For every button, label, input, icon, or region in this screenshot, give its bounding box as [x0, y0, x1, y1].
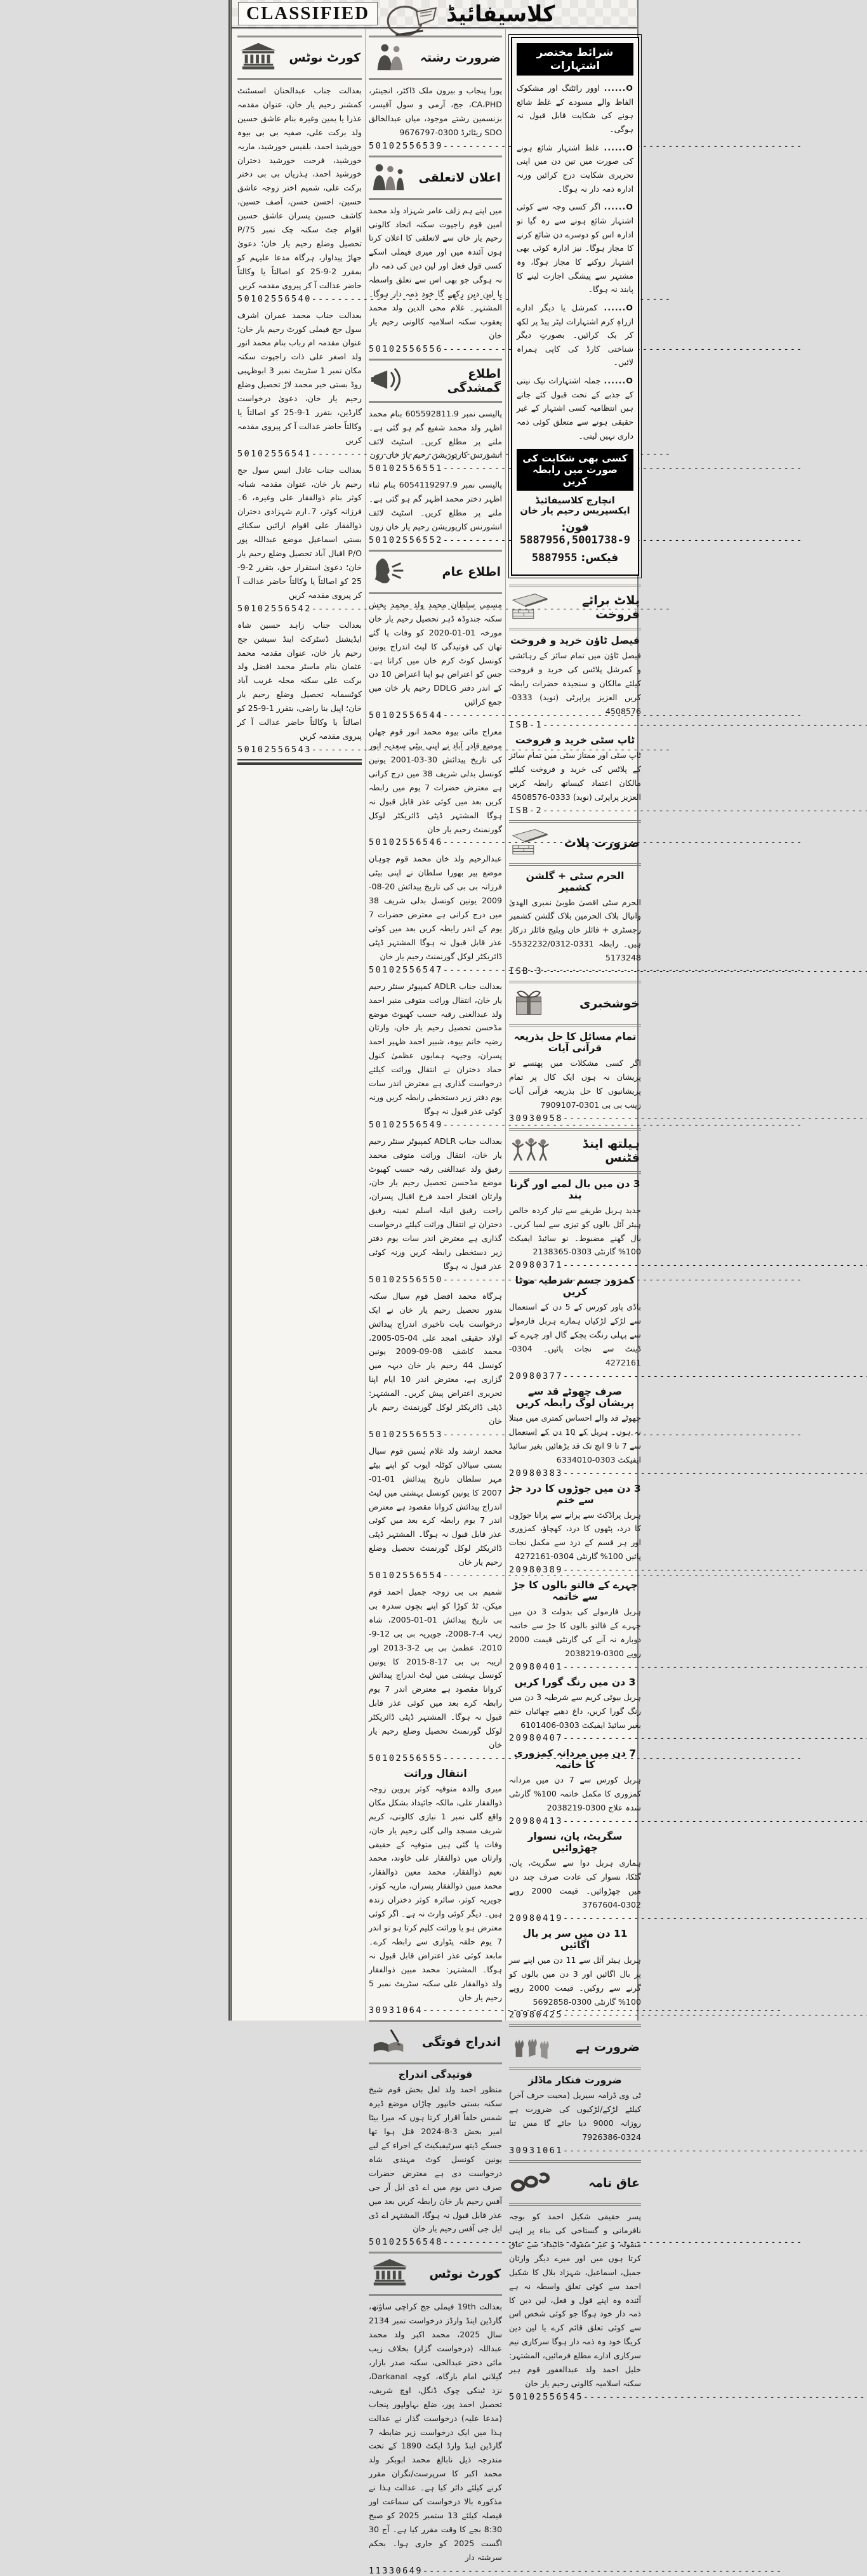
classified-ad-text: چھوٹے قد والے احساس کمتری میں مبتلا نہ ہوں۔ ہربل کے 10 دن کے استعمال سے 7 تا 9 انچ تک قد بڑھائیں بغیر سائیڈ ایفیکٹ 0303-6334010	[509, 1412, 642, 1464]
ad-serial-line	[509, 2146, 641, 2156]
classified-ad-text: پالیسی نمبر 605592811.9 بنام محمد اظہر ولد محمد شفیع گم ہو گئی ہے۔ ملنے پر مطلع کریں۔ اسٹیٹ لائف انشورنس کارپوریشن رحیم یار خان زون	[369, 408, 502, 460]
ad-serial-line	[509, 1468, 641, 1478]
ad-headline: 11 دن میں سر پر بال اگائیں	[522, 1927, 628, 1951]
ad-headline: 7 دن میں مردانہ کمزوری کا خاتمہ	[513, 1748, 637, 1771]
classified-ad-text: بعدالت جناب ADLR کمپیوٹر سنٹر رحیم یار خان، انتقال وراثت متوفی محمد رفیق ولد عبدالغنی رقبہ حسب کھیوٹ موضع مڈحسن تحصیل رحیم یار خان، وارثان افتخار احمد فرخ اقبال پسران، راحت رفیق انیلہ اسلم ثمینہ رفیق دختران نے انتقال وراثت کیلئے درخواست گذاری ہے معترض اندر سات یوم دفتر زیر دستخطی رابطہ کریں ورنہ کوئی عذر قبول نہ ہوگا	[369, 1136, 502, 1271]
hands-icon	[510, 2031, 550, 2064]
fax-line	[517, 552, 633, 564]
classified-ad-text: محمد ارشد ولد غلام یٰسین قوم سیال بستی سیالاں کوٹلہ ایوب کو اپنے بیٹے مہر سلطان تاریخ پیدائش 01-01-2007 کا یونین کونسل بہشتی میں لیٹ اندراج پیدائش کروانا مقصود ہے معترض اندر 7 یوم رابطہ کرے بعد میں کوئی عذر قابل قبول نہ ہوگا۔ المشتہر ڈپٹی ڈائریکٹر لوکل گورنمنٹ تحصیل وضلع رحیم یار خان	[369, 1445, 502, 1567]
dash-fill	[563, 1260, 867, 1270]
classified-incharge-line: انچارج کلاسیفائیڈ ایکسپریس رحیم یار خان	[520, 496, 630, 517]
ad-serial-number: 20980419	[509, 1913, 564, 1923]
bullet-marker-icon: O......	[604, 142, 633, 152]
dash-fill	[563, 1468, 867, 1478]
quill-newspaper-icon	[383, 3, 441, 42]
section-header	[509, 1128, 641, 1174]
dash-fill	[423, 2566, 783, 2576]
ad-serial-line	[369, 837, 502, 847]
section-title: اطلاع عام	[442, 564, 501, 579]
ad-serial-line	[369, 463, 502, 474]
classified-ad-text: ہماری ہربل دوا سے سگریٹ، پان، گٹکا، نسوار کی عادت صرف چند دن میں چھڑوائیں۔ قیمت 2000 روپے 0302-3767604	[509, 1858, 641, 1909]
dash-fill	[563, 1662, 867, 1672]
ad-serial-line	[509, 1260, 641, 1270]
ads-terms-column	[506, 29, 644, 2402]
dash-fill	[543, 966, 867, 976]
ad-headline: فیصل ٹاؤن خرید و فروخت	[510, 635, 640, 647]
terms-bullet	[517, 301, 633, 369]
classified-ad-text: بعدالت جناب زاہد حسین شاہ ایڈیشنل ڈسٹرکٹ اینڈ سیشن جج رحیم یار خان، عنوان مقدمہ محمد عثمان بنام ماسٹر محمد افضل ولد برکت علی سکنہ محلہ غریب آباد کوٹسمابہ تحصیل وضلع رحیم یار خان؛ اپیل بنا راضی، بتقرر 1-9-25 کو اصالتاً یا وکالتاً حاضر عدالت آ کر پیروی مقدمہ کریں	[237, 620, 362, 741]
section-title: اندراج فوتگی	[421, 2035, 501, 2050]
ad-headline: 3 دن میں جوڑوں کا درد جڑ سے ختم	[509, 1482, 641, 1506]
family-icon	[370, 161, 409, 194]
classified-ad-text: پسر حقیقی شکیل احمد کو بوجہ نافرمانی و گستاخی کی بناء پر اپنی منقولہ و غیر منقولہ جائیداد سے عاق کرتا ہوں میں اور میرے دیگر وارثان جمیل، اسماعیل، شہزاد بلال کا شکیل احمد سے کوئی تعلق واسطہ نہ ہے آئندہ وہ اپنے قول و فعل، لین دین کا ذمہ دار خود ہوگا جو کوئی شخص اس سے کوئی تعلق قائم کرے یا لین دین کریگا خود وہ ذمہ دار ہوگا سرکاری نیم سرکاری ادارے مطلع فرمائیں، المشتہر: خلیل احمد ولد عبدالغفور قوم ہیر سکنہ اسلامیہ کالونی رحیم یار خان	[509, 2212, 641, 2388]
ad-serial-number: 30930958	[509, 1113, 564, 1124]
ad-serial-number: 20980383	[509, 1468, 564, 1478]
classified-ad-text: اگر کسی مشکلات میں پھنسے تو پریشان نہ ہوں ایک کال پر تمام پریشانیوں کا حل بذریعہ قرآنی آیات زینب بی بی 0301-7909107	[509, 1058, 641, 1110]
ad-serial-line	[509, 2010, 641, 2020]
ad-serial-number: 50102556539	[369, 140, 443, 151]
ad-serial-number: 20980425	[509, 2010, 564, 2021]
ad-serial-number: 30931061	[509, 2146, 564, 2156]
dash-fill	[563, 1113, 867, 1124]
gift-icon	[510, 987, 550, 1020]
section-title: اعلان لاتعلقی	[418, 170, 501, 185]
ad-serial-line	[369, 535, 502, 545]
classified-ad-text: پورا پنجاب و بیرون ملک ڈاکٹر، انجینئر، CA،PHD، جج، آرمی و سول آفیسر، بزنسمین رشتے موجود، میاں عبدالخالق SDO ریٹائرڈ 0300-9676797	[369, 86, 502, 137]
ad-serial-line	[237, 745, 362, 755]
ad-serial-line	[369, 1275, 502, 1285]
masthead	[232, 0, 637, 29]
ad-serial-line	[369, 710, 502, 720]
classified-ad-text: منظور احمد ولد لعل بخش قوم شیخ سکنہ بستی خانپور چاڑاں موضع ڈیرہ شمس حلفاً اقرار کرتا ہوں کہ میرا بیٹا امیر بخش 3-8-2024 قتل ہوا تھا جسکے ڈیتھ سرٹیفیکیٹ کے اجراء کے لیے یونین کونسل کوٹ مہندی شاہ درخواست دی ہے معترض حضرات صرف دس یوم میں اے ڈی ایل آر جی آفس رحیم یار خان رابطہ کریں بعد میں عذر قابل قبول نہ ہوگا، المشتہر اے ڈی ایل جی آفس رحیم یار خان	[369, 2085, 502, 2234]
classified-ad-text: ہربل کورس سے 7 دن میں مردانہ کمزوری کا مکمل خاتمہ 100% گارنٹی شدہ علاج 0300-2038219	[509, 1775, 641, 1813]
ad-serial-number: ISB-2	[509, 805, 543, 816]
ad-serial-number: 20980401	[509, 1661, 564, 1672]
ad-serial-line	[237, 449, 362, 459]
section-title: کورٹ نوٹس	[289, 51, 361, 65]
ad-headline: تمام مسائل کا حل بذریعہ قرآنی آیات	[513, 1031, 637, 1054]
court-icon	[239, 41, 278, 74]
ad-serial-line	[509, 1733, 641, 1743]
phone-label: فون:	[561, 521, 589, 534]
dash-fill	[563, 2010, 867, 2020]
dash-fill	[563, 1733, 867, 1743]
dash-fill	[583, 2392, 867, 2402]
section-header	[509, 981, 641, 1026]
classified-ad-text: جدید ہربل طریقے سے تیار کردہ خالص ہیئر آئل بالوں کو تیزی سے لمبا کریں۔ بال گھنے مضبوط۔ نو سائیڈ ایفیکٹ 100% گارنٹی 0303-2138365	[509, 1205, 641, 1257]
classified-ad-text: میری والدہ متوفیہ کوثر پروین زوجہ ذوالفقار علی، مالکہ جائیداد بشکل مکان واقع گلی نمبر 1 نیازی کالونی، کریم شریف مسجد والی گلی رحیم یار خان، وفات پا گئی ہیں متوفیہ کے حقیقی وارثان میں ذوالفقار علی خاوند، محمد نعیم ذوالفقار، محمد معین ذوالفقار، محمد مبین ذوالفقار پسران، ماریہ کوثر، جویریہ کوثر، سائرہ کوثر دختران زندہ ہیں۔ دیگر کوئی وارث نہ ہے۔ اگر کوئی معترض ہو یا وراثت کلیم کرتا ہو تو اندر 7 یوم حلقہ پٹواری سے رابطہ کرے۔ مابعد کوئی عذر اعتراض قابل قبول نہ ہوگا۔ المشتہر: محمد مبین ذوالفقار ولد ذوالفقار علی سکنہ سٹریٹ نمبر 5 رحیم یار خان	[369, 1783, 503, 2002]
section-header	[509, 585, 641, 630]
newspaper-classified-page	[228, 0, 642, 2576]
ad-serial-number: 50102556541	[237, 448, 312, 459]
phone-number: 5887956,5001738-9	[520, 534, 630, 547]
ad-serial-line	[237, 604, 362, 614]
ad-serial-number: 20980371	[509, 1260, 564, 1271]
ad-serial-number: 50102556543	[237, 744, 312, 755]
section-header	[369, 550, 502, 594]
ad-headline: ٹاپ سٹی خرید و فروخت	[515, 734, 635, 746]
ad-headline: سگریٹ، پان، نسوار چھڑوائیں	[527, 1831, 623, 1854]
ad-headline: فوتیدگی اندراج	[398, 2069, 473, 2081]
masthead-title-english: CLASSIFIED	[238, 2, 378, 25]
ad-serial-number: 50102556553	[369, 1429, 443, 1440]
plot-icon	[510, 827, 550, 860]
ad-serial-number: 30931064	[369, 2005, 423, 2016]
ad-serial-line	[369, 2566, 502, 2576]
classified-ad-text: ہربل پراڈکٹ سے پرانے سے پرانا جوڑوں کا درد، پٹھوں کا درد، کھچاؤ، کمزوری اور ہر قسم کے درد سے مکمل نجات پائیں 100% گارنٹی 0304-4272161	[509, 1510, 641, 1562]
section-title: ہیلتھ اینڈ فٹنس	[582, 1136, 640, 1165]
classified-ad-text: ہربل فارمولے کی بدولت 3 دن میں چہرے کے فالتو بالوں کا جڑ سے خاتمہ دوبارہ نہ آنے کی گارنٹی قیمت 2000 روپے 0300-2038219	[509, 1607, 642, 1658]
classified-ad-text: ہربل ہیئر آئل سے 11 دن میں اپنے سر پر بال اگائیں اور 3 دن میں بالوں کو گرنے سے روکیں۔ قیمت 2000 روپے 100% گارنٹی 0300-5692858	[509, 1955, 641, 2007]
dash-fill	[543, 720, 867, 730]
terms-bullet-text: اوور رائٹنگ اور مشکوک الفاظ والے مسودے کے غلط شائع ہونے کی شکایت قابل قبول نہ ہوگی۔	[517, 83, 633, 134]
face-icon	[370, 555, 409, 588]
classified-ad-text: ہربل بیوٹی کریم سے شرطیہ 3 دن میں رنگ گورا کریں، داغ دھبے چھائیاں ختم بغیر سائیڈ ایفیکٹ 0303-6101406	[509, 1692, 641, 1730]
ad-serial-line	[509, 2392, 641, 2402]
terms-bullet	[517, 374, 633, 442]
bookpen-icon	[370, 2026, 409, 2059]
ad-serial-line	[509, 1371, 641, 1381]
classified-ad-text: فیصل ٹاؤن میں تمام سائز کے رہائشی و کمرشل پلاٹس کی خرید و فروخت کیلئے مالکان و سنجیدہ حضرات رابطہ کریں العزیز پراپرٹی (نوید) 0333-4508576	[509, 651, 641, 717]
plot-icon	[510, 591, 550, 624]
ad-serial-number: 50102556545	[509, 2391, 583, 2402]
ad-serial-number: 50102556550	[369, 1274, 443, 1285]
ad-serial-number: 20980377	[509, 1371, 564, 1381]
ad-headline: 3 دن میں بال لمبے اور گرنا بند	[510, 1178, 640, 1201]
ad-serial-line	[509, 1816, 641, 1826]
ad-serial-number: 50102556555	[369, 1753, 443, 1763]
classified-ad-text: الحرم سٹی اقصیٰ طوبیٰ نمبری الھدیٰ وانیال بلاک الحرمین بلاک گلشن کشمیر رجسٹری + فائلز خان ویلیج فائلز درکار ہیں۔ رابطہ 0331-5532232/0312-5173248	[509, 897, 641, 963]
complaint-contact-bar: کسی بھی شکایت کی صورت میں رابطہ کریں	[517, 449, 633, 491]
bullet-marker-icon: O......	[604, 202, 633, 212]
classified-ad-text: عبدالرحیم ولد خان محمد قوم چوہان موضع پیر بھورا سلطان نے اپنی بیٹی فرزانہ بی بی کی تاریخ پیدائش 20-08-2009 یونین کونسل بدلی شریف 38 میں درج کرانی ہے معترض حضرات 7 یوم کے اندر رابطہ کریں بعد میں کوئی عذر قابل قبول نہ ہوگا المشتہر ڈپٹی ڈائریکٹر لوکل گورنمنٹ رحیم یار خان	[369, 854, 502, 961]
fax-label: فیکس:	[581, 552, 619, 565]
ad-headline: انتقال وراثت	[404, 1767, 467, 1779]
columns-container	[232, 29, 642, 2576]
ad-serial-number: 50102556552	[369, 534, 443, 545]
ad-serial-line	[369, 141, 502, 151]
ad-serial-number: 50102556554	[369, 1570, 443, 1581]
section-title: ضرورت رشتہ	[420, 51, 501, 65]
dash-fill	[563, 1371, 867, 1381]
phone-line	[517, 521, 633, 547]
classified-ad-text: باڈی پاور کورس کے 5 دن کے استعمال سے لڑکے لڑکیاں ہمارے ہربل فارمولے سے پہلی رنگت پچکے گال اور چہرے کے ڈینٹ سے نجات پائیں۔ 0304-4272161	[509, 1302, 641, 1367]
section-header	[369, 36, 502, 80]
terms-bullet-text: اگر کسی وجہ سے کوئی اشتہار شائع ہونے سے رہ گیا تو ادارہ اس کو دوسرے دن شائع کرنے کا مجاز ہوگا۔ نیز ادارہ کوئی بھی اشتہار روکنے کا مجاز ہوگا، وہ مشتہر سے پیشگی اجازت لینے کا پابند نہ ہوگا۔	[517, 202, 633, 295]
terms-bullet	[517, 141, 633, 196]
section-header	[369, 359, 502, 403]
section-header	[509, 2024, 641, 2070]
ad-serial-line	[509, 1113, 641, 1124]
classified-ad-text: بعدالت جناب ADLR کمپیوٹر سنٹر رحیم یار خان، انتقال وراثت متوفی منیر احمد ولد عبدالغنی رقبہ حسب کھیوٹ موضع مڈحسن تحصیل رحیم یار خان، وارثان رضیہ خانم بیوہ، شبیر احمد ظہیر احمد پسران، وجیہہ ہمایوں عظمیٰ کنول حماد دختران نے انتقال وراثت کیلئے درخواست گذاری ہے معترض اندر سات یوم دفتر زیر دستخطی رابطہ کریں ورنہ کوئی عذر قبول نہ ہوگا	[369, 981, 502, 1116]
section-title: کورٹ نوٹس	[429, 2267, 501, 2281]
section-title: خوشخبری	[579, 997, 640, 1011]
classified-ad-text: بعدالت جناب عبدالحنان اسسٹنٹ کمشنر رحیم یار خان، عنوان مقدمہ عذرا یا یمین وغیرہ بنام عاشق حسین ولد برکت علی، صفیہ بی بی بیوہ خورشید احمد، بلقیس خورشید، ماریہ خورشید، فرحت خورشید دختران خورشید احمد، ہذریاں بی بی دختر برکت علی، شمیم اختر زوجہ عاشق حسین، احسن حسن، آصف حسین، کاشف حسین پسران عاشق حسین اقوام جٹ سکنہ چک نمبر 75/P تحصیل وضلع رحیم یار خان؛ دعویٰ جھاڑ پیداوار، ہرگاہ مدعا علیہم کو بمقرر 2-9-25 کو اصالتاً یا وکالتاً حاضر عدالت آ کر پیروی مقدمہ کریں	[237, 86, 362, 290]
terms-bullet-text: غلط اشتہار شائع ہونے کی صورت میں تین دن میں اپنی تحریری شکایت درج کرائیں ورنہ ادارہ ذمہ دار نہ ہوگا۔	[517, 142, 633, 194]
ad-serial-line	[237, 294, 362, 304]
ad-serial-line	[369, 1430, 502, 1440]
fax-number: 5887955	[531, 552, 578, 565]
ad-serial-line	[369, 344, 502, 354]
terms-bullet	[517, 200, 633, 296]
ad-headline: کمزور جسم شرطیہ موٹا کریں	[515, 1275, 635, 1298]
ad-serial-number: 50102556542	[237, 603, 312, 614]
dash-fill	[563, 2146, 867, 2156]
bullet-marker-icon: O......	[604, 376, 633, 386]
ad-serial-line	[509, 966, 641, 976]
ad-serial-number: 50102556549	[369, 1119, 443, 1130]
ad-serial-number: 50102556548	[369, 2237, 443, 2248]
ad-headline: چہرے کے فالتو بالوں کا جڑ سے خاتمہ	[512, 1579, 638, 1603]
ad-serial-number: 11330649	[369, 2565, 423, 2576]
chain-icon	[510, 2167, 550, 2200]
classified-ad-text: پالیسی نمبر 6054119297.9 بنام ثناء اظہر دختر محمد اظہر گم ہو گئی ہے۔ ملنے پر مطلع کریں۔ اسٹیٹ لائف انشورنس کارپوریشن رحیم یار خان زون	[369, 480, 502, 532]
bullet-marker-icon: O......	[604, 302, 633, 312]
classified-ad-text: بعدالت جناب محمد عمران اشرف سول جج فیملی کورٹ رحیم یار خان؛ عنوان مقدمہ ام رباب بنام محمد انور ولد اصغر علی ذات راجپوت سکنہ مکان نمبر 1 سٹریٹ نمبر 3 ابوظہبی روڈ بستی خیر محمد لاڑ تحصیل وضلع رحیم یار خان، دعویٰ درخواست گارڈین، بتقرر 1-9-25 کو اصالتاً یا وکالتاً حاضر عدالت آ کر پیروی مقدمہ کریں	[237, 310, 362, 445]
section-header	[369, 2020, 502, 2064]
ad-serial-number: 50102556551	[369, 463, 443, 474]
ad-serial-line	[509, 1662, 641, 1672]
ad-serial-number: 20980389	[509, 1565, 564, 1576]
classified-ad-text: معراج مائی بیوہ محمد انور قوم جھلن موضع قادر آباد نے اپنی بیٹی سعدیہ انور کی تاریخ پیدائش 30-03-2001 یونین کونسل بدلی شریف 38 میں درج کرانی ہے معترض حضرات 7 یوم میں رابطہ کریں بعد میں کوئی عذر قابل قبول نہ ہوگا المشتہر ڈپٹی ڈائریکٹر لوکل گورنمنٹ رحیم یار خان	[369, 727, 502, 834]
section-header	[369, 156, 502, 200]
terms-bullet-text: جملہ اشتہارات نیک نیتی کے جذبے کے تحت قبول کئے جاتے ہیں انتظامیہ کسی اشتہار کے غیر حقیقی ہونے سے متعلق کوئی ذمہ داری نہیں لیتی۔	[517, 376, 633, 441]
megaphone-icon	[370, 364, 409, 397]
dash-fill	[543, 806, 867, 816]
ad-serial-number: ISB-1	[509, 719, 543, 730]
classified-ad-text: شمیم بی بی زوجہ جمیل احمد قوم میکن، ٹڈ کوڑا کو اپنے بچوں سدرہ بی بی تاریخ پیدائش 01-01-2005، شاہ زیب 4-7-2008، جویریہ بی بی 12-9-2010، عظمیٰ بی بی 2-3-2013 اور اریبہ بی بی 17-8-2015 کا یونین کونسل بہشتی میں لیٹ اندراج پیدائش کروانا مقصود ہے معترض اندر 7 یوم رابطہ کرے بعد میں کوئی عذر قابل قبول نہ ہوگا۔ المشتہر ڈپٹی ڈائریکٹر لوکل گورنمنٹ تحصیل وضلع رحیم یار خان	[369, 1587, 503, 1749]
ad-serial-line	[509, 806, 641, 816]
court-icon	[370, 2257, 409, 2290]
ad-serial-number: 20980413	[509, 1816, 564, 1827]
terms-title: شرائط مختصر اشتہارات	[517, 43, 633, 76]
ad-serial-number: 20980407	[509, 1733, 564, 1744]
classified-ad-text: مسمی سلطان محمد ولد محمد بخش سکنہ جندوڈہ ڈہر تحصیل رحیم یار خان مورخہ 01-01-2020 کو وفات پا گئے تھان کی فوتیدگی کا لیٹ اندراج یونین کونسل کوٹ کرم خان میں کرانا ہے۔ جس کو اعتراض ہو اپنا اعتراض 10 دن کے اندر دفتر DDLG رحیم یار خان میں جمع کرائیں	[369, 599, 502, 707]
dancers-icon	[510, 1134, 550, 1167]
terms-bullet	[517, 81, 633, 136]
dash-fill	[563, 1816, 867, 1826]
classified-ad-text: ہرگاہ محمد افضل قوم سیال سکنہ بندور تحصیل رحیم یار خان نے ایک درخواست بابت تاخیری اندراج پیدائش اولاد حقیقی امجد علی 04-05-2005، محمد کاشف 08-09-2009 یونین کونسل 44 رحیم یار خان دیہہ میں گزاری ہے، معترض اندر 10 ایام اپنا تحریری اعتراض پیش کریں۔ المشتہر: ڈپٹی ڈائریکٹر لوکل گورنمنٹ رحیم یار خان	[369, 1291, 502, 1426]
ad-serial-line	[369, 1570, 502, 1581]
ad-headline: صرف چھوٹے قد سے پریشان لوگ رابطہ کریں	[515, 1385, 635, 1409]
column-end-rule	[237, 759, 362, 765]
ad-headline: ضرورت فنکار ماڈلز	[528, 2075, 622, 2087]
public-notices-column	[366, 29, 506, 2576]
terms-and-conditions-box	[511, 37, 639, 576]
classified-ad-text: ٹی وی ڈرامہ سیریل (محبت حرف آخر) کیلئے لڑکے/لڑکیوں کی ضرورت ہے روزانہ 9000 دیا جائے گا مس ثنا 0324-7926386	[509, 2090, 641, 2142]
dash-fill	[563, 1565, 867, 1575]
ad-serial-number: ISB-3	[509, 966, 543, 977]
ad-serial-number: 50102556540	[237, 293, 312, 304]
section-header	[369, 2252, 502, 2296]
classified-ad-text: بعدالت جناب عادل انیس سول جج رحیم یار خان، عنوان مقدمہ شبانہ کوثر بنام ذوالفقار علی وغیرہ، 6۔فرزانہ کوثر، 7۔ارم شہزادی دختران ذوالفقار علی اقوام ارائیں سکنائے بستی اسماعیل موضع عبداللہ پور P/O اقبال آباد تحصیل وضلع رحیم یار خان؛ دعویٰ استقرار حق، بتقرر 2-9-25 کو اصالتاً یا وکالتاً حاضر عدالت آ کر پیروی مقدمہ کریں	[237, 465, 362, 600]
ad-serial-line	[369, 1120, 502, 1130]
ad-serial-line	[509, 1565, 641, 1575]
classified-ad-text: بعدالت 19th فیملی جج کراچی ساؤتھ، گارڈین اینڈ وارڈز درخواست نمبر 2134 سال 2025، محمد اکبر ولد محمد عبداللہ (درخواست گزار) بخلاف زیب مائی دختر عبدالحی، سکنہ صدر بازار، گیلانی امام بارگاہ، کوچہ Darkanal، نزد ٹینکی چوک ڈنگل، اوچ شریف، تحصیل احمد پور، ضلع بہاولپور پنجاب (مدعا علیہ) درخواست گذار نے عدالت ہذا میں ایک درخواست زیر ضابطہ 7 گارڈین اینڈ وارڈ ایکٹ 1890 کے تحت مندرجہ ذیل نابالغ محمد ابوبکر ولد محمد اکبر کا سرپرست/نگران مقرر کرنے کیلئے دائر کیا ہے۔ عدالت ہذا نے مذکورہ بالا درخواست کی سماعت اور فیصلہ کیلئے 13 ستمبر 2025 کو صبح 8:30 بجے کا وقت مقرر کیا ہے۔ آج 30 اگست 2025 کو جاری ہوا۔ بحکم سرشتہ دار	[369, 2302, 503, 2562]
section-header	[237, 36, 362, 80]
ad-headline: 3 دن میں رنگ گورا کریں	[514, 1676, 636, 1688]
classified-ad-text: ٹاپ سٹی اور ممتاز سٹی میں تمام سائز کے پلاٹس کی خرید و فروخت کیلئے مالکان اعتماد کیساتھ رابطہ کریں العزیز پراپرٹی (نوید) 0333-4508576	[509, 750, 641, 802]
ad-serial-number: 50102556546	[369, 837, 443, 848]
masthead-title-urdu: کلاسیفائیڈ	[446, 1, 555, 27]
ad-serial-line	[369, 965, 502, 975]
ad-serial-number: 50102556556	[369, 343, 443, 354]
ad-serial-line	[509, 720, 641, 730]
section-title: ضرورت پلاٹ	[564, 835, 640, 850]
ad-headline: الحرم سٹی + گلشن کشمیر	[526, 870, 625, 893]
section-title: ضرورت ہے	[576, 2040, 640, 2055]
dash-fill	[563, 1913, 867, 1923]
ad-serial-number: 50102556544	[369, 710, 443, 721]
section-title: عاق نامہ	[588, 2176, 640, 2191]
ad-serial-line	[369, 1753, 502, 1763]
ad-serial-line	[509, 1913, 641, 1923]
section-header	[509, 2160, 641, 2206]
ad-serial-number: 50102556547	[369, 964, 443, 975]
couple-icon	[370, 41, 409, 74]
ad-serial-line	[369, 2237, 502, 2247]
terms-bullet-text: کمرشل یا دیگر ادارے ازراہِ کرم اشتہارات لیٹر پیڈ پر لکھ کر بک کرائیں۔ بصورتِ دیگر شناختی کارڈ کی کاپی ہمراہ لائیں۔	[517, 302, 633, 368]
ad-serial-line	[369, 2005, 502, 2015]
bullet-marker-icon: O......	[604, 83, 633, 93]
section-header	[509, 820, 641, 866]
classified-ad-text: میں اپنے ہم زلف عامر شہزاد ولد محمد امین قوم راجپوت سکنہ اتحاد کالونی رحیم یار خان سے لاتعلقی کا اعلان کرتا ہوں آئندہ میں اور میری فیملی اسکے کسی قول فعل اور لین دین کی ذمہ دار نہ ہوگی جو بھی اس سے تعلق واسطہ یا لین دین رکھے گا خود ذمہ دار ہوگا۔ المشتہر۔ غلام محی الدین ولد محمد یعقوب سکنہ اسلامیہ کالونی رحیم یار خان	[369, 205, 502, 340]
section-title: اطلاع گمشدگی	[447, 366, 501, 395]
court-notices-column	[234, 29, 366, 2021]
section-title: پلاٹ برائے فروخت	[581, 594, 640, 622]
